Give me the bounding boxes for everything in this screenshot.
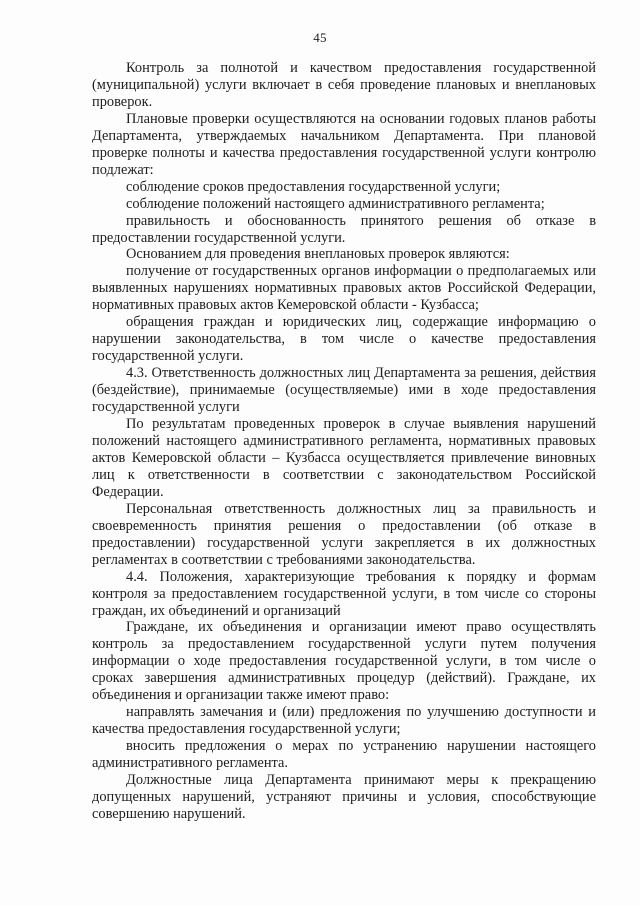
paragraph-planned-inspections: Плановые проверки осуществляются на основании годовых планов работы Департамента, утверждаемых начальником Департамента. При плановой проверке полноты и качества предоставления государственной услуги контролю подлежат:: [92, 110, 596, 178]
paragraph-officials-measures: Должностные лица Департамента принимают меры к прекращению допущенных нарушений, устраняют причины и условия, способствующие совершению нарушений.: [92, 772, 596, 822]
section-heading-4-3: 4.3. Ответственность должностных лиц Департамента за решения, действия (бездействие), принимаемые (осуществляемые) ими в ходе предоставления государственной услуги: [92, 365, 596, 416]
list-item-regulation-compliance: соблюдение положений настоящего административного регламента;: [126, 195, 545, 212]
section-heading-4-4: 4.4. Положения, характеризующие требования к порядку и формам контроля за предоставлением государственной услуги, в том числе со стороны граждан, их объединений и организаций: [92, 568, 596, 619]
list-item-propose-measures: вносить предложения о мерах по устранению нарушении настоящего административного регламента.: [92, 738, 596, 772]
document-body: [92, 60, 596, 823]
list-item-send-remarks: направлять замечания и (или) предложения по улучшению доступности и качества предоставления государственной услуги;: [92, 704, 596, 738]
paragraph-control-scope: Контроль за полнотой и качеством предоставления государственной (муниципальной) услуги включает в себя проведение плановых и внеплановых проверок.: [92, 60, 596, 110]
list-item-refusal-validity: правильность и обоснованность принятого решения об отказе в предоставлении государственной услуги.: [92, 212, 596, 246]
paragraph-citizen-control: Граждане, их объединения и организации имеют право осуществлять контроль за предоставлением государственной услуги путем получения информации о ходе предоставления государственной услуги, в том числе о сроках завершения административных процедур (действий). Граждане, их объединения и организации также имеют право:: [92, 619, 596, 704]
list-item-citizen-appeals: обращения граждан и юридических лиц, содержащие информацию о нарушении законодательства, в том числе о качестве предоставления государственной услуги.: [92, 314, 596, 365]
paragraph-liability: По результатам проведенных проверок в случае выявления нарушений положений настоящего административного регламента, нормативных правовых актов Кемеровской области – Кузбасса осуществляется привлечение виновных лиц к ответственности в соответствии с законодательством Российской Федерации.: [92, 416, 596, 500]
paragraph-unplanned-grounds: Основанием для проведения внеплановых проверок являются:: [126, 246, 510, 263]
page-number: 45: [313, 30, 327, 45]
paragraph-personal-responsibility: Персональная ответственность должностных лиц за правильность и своевременность принятия решения о предоставлении (об отказе в предоставлении) государственной услуги закрепляется в их должностных регламентах в соответствии с требованиями законодательства.: [92, 500, 596, 568]
list-item-deadlines: соблюдение сроков предоставления государственной услуги;: [126, 178, 501, 195]
list-item-state-info: получение от государственных органов информации о предполагаемых или выявленных нарушениях нормативных правовых актов Российской Федерации, нормативных правовых актов Кемеровской области - Кузбасса;: [92, 263, 596, 314]
